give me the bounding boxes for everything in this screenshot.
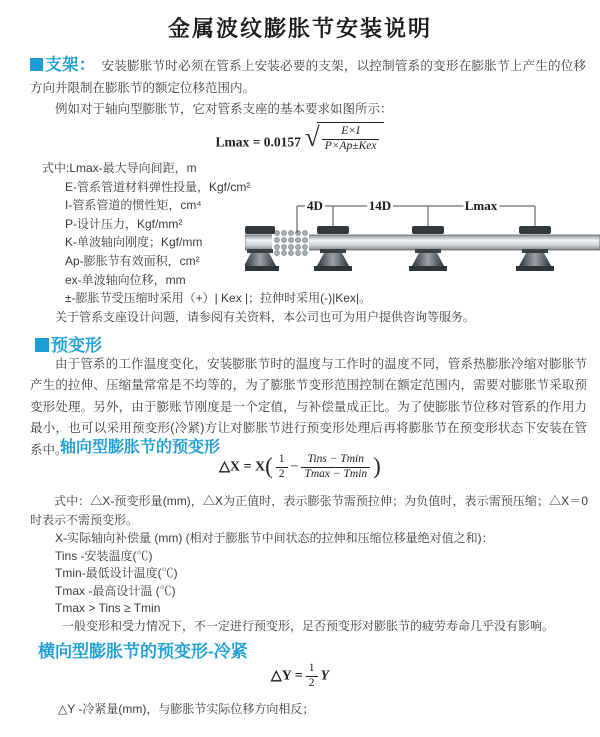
axial-definitions-list <box>55 530 554 636</box>
lateral-subsection-heading: 横向型膨胀节的预变形-冷紧 <box>38 642 248 661</box>
predeform-heading-label: 预变形 <box>51 336 102 355</box>
lmax-formula <box>0 122 600 154</box>
definition-line: Tmin-最低设计温度(℃) <box>55 566 178 581</box>
definition-line: Tmax > Tins ≥ Tmin <box>55 601 161 616</box>
support-example-text: 例如对于轴向型膨胀节，它对管系支座的基本要求如图所示： <box>55 102 393 116</box>
axial-note-text: 一般变形和受力情况下，不一定进行预变形，足否预变形对膨胀节的疲劳寿命几乎没有影响。 <box>62 618 555 633</box>
definition-line: K-单波轴向刚度；Kgf/mm <box>65 235 203 250</box>
definition-line: E-管系管道材料弹性投量，Kgf/cm² <box>65 179 251 194</box>
page-title: 金属波纹膨胀节安装说明 <box>167 16 432 41</box>
support-note-text: 关于管系支座设计问题，请参阅有关资料，本公司也可为用户提供咨询等服务。 <box>55 309 476 324</box>
pipe-support-diagram <box>245 192 600 292</box>
definition-line: X-实际轴向补偿量 (mm) (相对于膨胀节中间状态的拉伸和压缩位移量绝对值之和)： <box>55 531 494 545</box>
close-paren: ) <box>373 453 381 479</box>
definition-line: Tins -安装温度(℃) <box>55 548 153 563</box>
definition-line: ex-单波轴向位移，mm <box>65 272 186 287</box>
lateral-formula-description: △Y -冷紧量(mm)，与膨胀节实际位移方向相反； <box>58 702 315 716</box>
axial-subsection-heading: 轴向型膨胀节的预变形 <box>60 439 221 456</box>
lmax-formula-lhs: Lmax = 0.0157 <box>215 134 301 150</box>
predeform-body-text: 由于管系的工作温度变化，安装膨胀节时的温度与工作时的温度不同，管系热膨胀冷缩对膨胀节产生的拉伸、压缩量常常是不均等的，为了膨胀节变形范围控制在额定范围内，需要对膨胀节采取预变形处理。另外，由于膨账节刚度是一个定值，与补偿量成正比。为了使膨胀节位移对管系的作用力最小，也可以采用预变形(冷紧)方让对膨胀节进行预变形处理后再将膨胀节在预变形状态下安装在管系中。 <box>30 357 587 457</box>
lateral-formula-rhs: Y <box>320 668 330 684</box>
lateral-formula-lhs: △Y = <box>270 668 303 684</box>
definition-line: ±-膨胀节受压缩时采用（+）| Kex |；拉伸时采用(-)|Kex|。 <box>65 291 372 306</box>
definition-line: Ap-膨胀节有效面积，cm² <box>65 253 200 268</box>
dimension-label-14d: 14D <box>368 198 392 213</box>
support-intro-paragraph <box>30 55 586 99</box>
section-bullet-icon <box>30 58 43 71</box>
support-section <box>30 55 586 121</box>
definition-line: 式中:Lmax-最大导向间距，m <box>42 161 197 175</box>
dimension-label-lmax: Lmax <box>464 198 498 213</box>
one-half-fraction: $\frac{1}{2}$ <box>276 453 288 482</box>
dimension-label-4d: 4D <box>307 198 323 213</box>
section-bullet-icon <box>35 338 49 352</box>
predeform-section-heading <box>35 331 102 356</box>
lmax-formula-denominator: P×Ap±Kex <box>324 139 377 152</box>
open-paren: ( <box>265 453 273 479</box>
axial-formula-prefix: △X = X <box>219 459 266 475</box>
definition-line: P-设计压力，Kgf/mm² <box>65 216 183 231</box>
expansion-joint-bellows-icon <box>272 229 309 256</box>
axial-predeform-formula <box>0 453 600 482</box>
support-intro-text: 安装膨胀节时必须在管系上安装必要的支架，以控制管系的变形在膨胀节上产生的位移方向并限制在膨胀节的额定位移范围内。 <box>30 59 586 95</box>
one-half-fraction: $\frac{1}{2}$ <box>306 662 318 691</box>
lmax-formula-numerator: E×I <box>322 125 380 140</box>
definition-line: Tmax -最高设计温 (℃) <box>55 583 176 598</box>
axial-formula-description: 式中：△X-预变形量(mm)，△X为正值时，表示膨张节需预拉伸；为负值时，表示需预压缩；△X＝0时表示不需预变形。 <box>30 494 588 527</box>
temperature-fraction: $\frac{\text{Tins − Tmin}}{Tmax - Tmin}$ <box>301 453 370 482</box>
radical-sign: √ $\frac{E\times I}{\text{P×Ap±Kex}}$ <box>305 122 385 154</box>
definition-line: I-管系管道的惯性矩，cm⁴ <box>65 198 202 213</box>
support-section-heading <box>30 56 96 74</box>
support-heading-label: 支架： <box>45 56 96 74</box>
lateral-predeform-formula <box>0 662 600 691</box>
minus-operator: − <box>290 459 299 475</box>
